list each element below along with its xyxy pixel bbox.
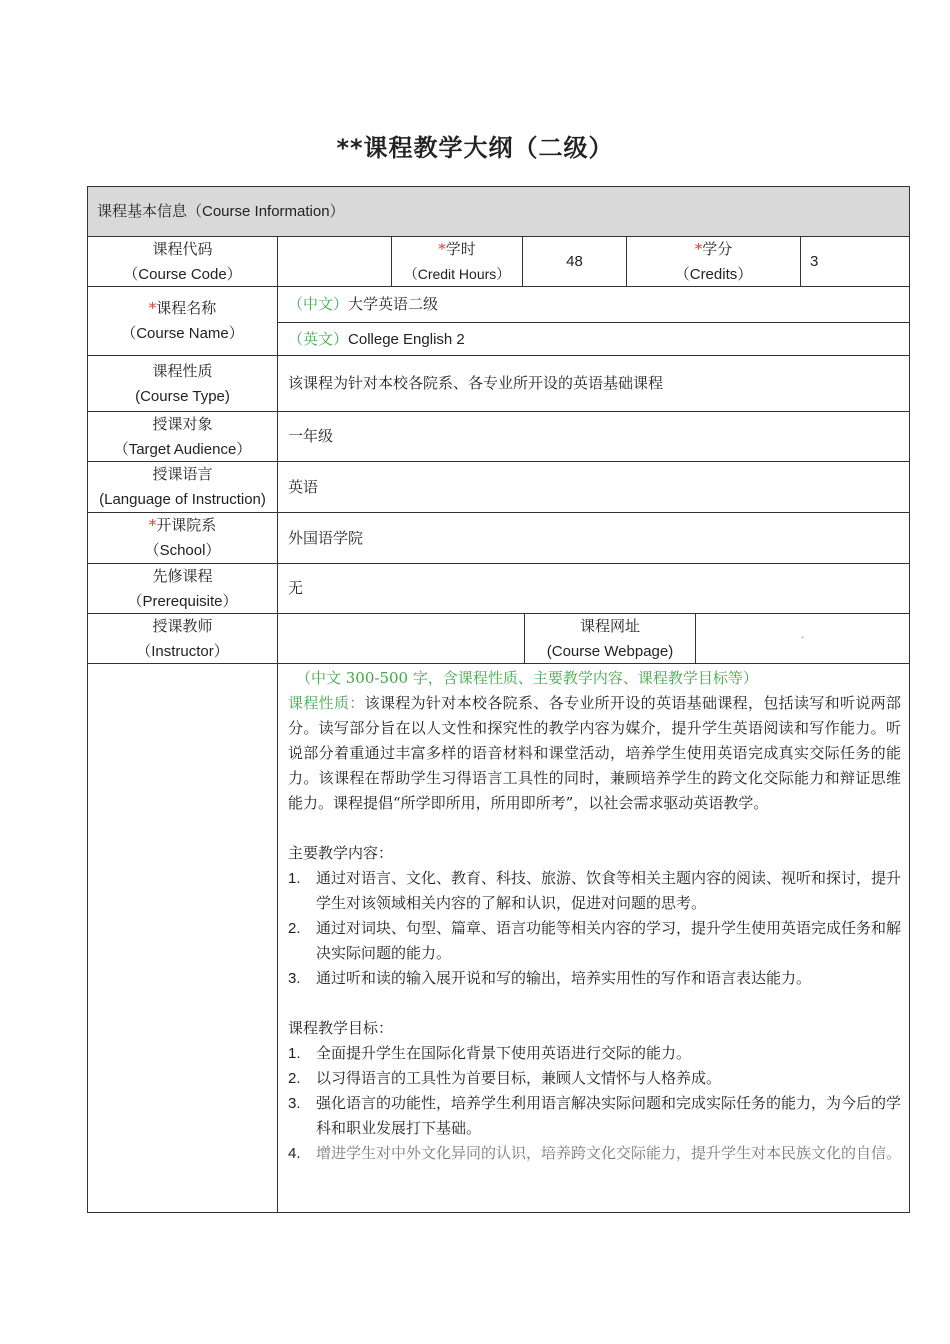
instructor-label: [87, 613, 278, 664]
webpage-value: [695, 613, 910, 664]
goals-title: 课程教学目标：: [288, 1019, 394, 1037]
instructor-label-en: （Instructor）: [136, 642, 229, 660]
language-label: [87, 461, 278, 513]
required-mark: *: [148, 516, 157, 534]
webpage-label: [524, 613, 696, 664]
course-name-en: [277, 322, 910, 356]
course-code-label-cn: 课程代码: [152, 239, 213, 258]
instructor-value: [277, 613, 525, 664]
list-item: 3. 强化语言的功能性，培养学生利用语言解决实际问题和完成实际任务的能力，为今后的学科和职业发展打下基础。: [288, 1094, 902, 1137]
credits-label: [626, 236, 801, 287]
webpage-value-text: ·: [800, 633, 805, 644]
course-code-label: [87, 236, 278, 287]
credit-hours-label-cn: 学时: [445, 239, 476, 258]
list-item: 1. 通过对语言、文化、教育、科技、旅游、饮食等相关主题内容的阅读、视听和探讨，提升学生对该领域相关内容的了解和认识，促进对问题的思考。: [288, 869, 902, 912]
prereq-label-cn: 先修课程: [152, 566, 213, 585]
prereq-label: [87, 563, 278, 614]
course-code-label-en: （Course Code）: [123, 265, 242, 283]
school-label: [87, 512, 278, 564]
list-item: 1. 全面提升学生在国际化背景下使用英语进行交际的能力。: [288, 1044, 692, 1062]
cn-tag: （中文）: [288, 295, 349, 313]
description-hint: （中文 300-500 字，含课程性质、主要教学内容、课程教学目标等）: [296, 669, 758, 687]
content-title: 主要教学内容：: [288, 844, 394, 862]
nature-label: 课程性质：: [288, 694, 365, 712]
course-type-label-en: (Course Type): [135, 387, 230, 405]
target-label: [87, 411, 278, 462]
course-name-cn: [277, 286, 910, 323]
school-value: 外国语学院: [277, 512, 910, 564]
instructor-label-cn: 授课教师: [152, 616, 213, 635]
credits-label-cn: 学分: [702, 239, 733, 258]
list-item: 2. 通过对词块、句型、篇章、语言功能等相关内容的学习，提升学生使用英语完成任务和解决实际问题的能力。: [288, 919, 902, 962]
course-name-cn-value: 大学英语二级: [348, 295, 439, 313]
description-label-cell: [87, 663, 278, 1213]
language-label-cn: 授课语言: [152, 465, 213, 483]
target-label-cn: 授课对象: [152, 414, 213, 433]
language-label-en: (Language of Instruction): [99, 491, 266, 508]
credit-hours-label-en: （Credit Hours）: [403, 265, 511, 282]
prereq-label-en: （Prerequisite）: [127, 592, 238, 610]
credit-hours-value: 48: [522, 236, 627, 287]
course-type-label: [87, 355, 278, 412]
course-name-label-en: （Course Name）: [121, 325, 244, 342]
list-item: 3. 通过听和读的输入展开说和写的输出，培养实用性的写作和语言表达能力。: [288, 969, 812, 987]
webpage-label-cn: 课程网址: [579, 616, 640, 635]
webpage-label-en: (Course Webpage): [546, 642, 674, 660]
credits-label-en: （Credits）: [674, 265, 753, 283]
credit-hours-label: [391, 236, 523, 287]
target-label-en: （Target Audience）: [113, 440, 252, 458]
required-mark: *: [438, 239, 446, 258]
school-label-en: （School）: [144, 542, 221, 559]
course-name-label: [87, 286, 278, 356]
en-tag: （英文）: [288, 329, 349, 348]
list-item: 2. 以习得语言的工具性为首要目标，兼顾人文情怀与人格养成。: [288, 1069, 722, 1087]
course-name-label-cn: 课程名称: [156, 299, 217, 317]
language-value: 英语: [277, 461, 910, 513]
course-name-en-value: College English 2: [348, 330, 465, 348]
nature-text: 该课程为针对本校各院系、各专业所开设的英语基础课程，包括读写和听说两部分。读写部分旨在以人文性和探究性的教学内容为媒介，提升学生英语阅读和写作能力。听说部分着重通过丰富多样的语音材料和课堂活动，培养学生使用英语完成真实交际任务的能力。该课程在帮助学生习得语言工具性的同时，兼顾培养学生的跨文化交际能力和辩证思维能力。课程提倡“所学即所用，所用即所考”，以社会需求驱动英语教学。: [288, 694, 901, 812]
description-cell: [277, 663, 910, 1213]
section-header: [87, 186, 910, 237]
school-label-cn: 开课院系: [156, 516, 217, 534]
course-type-value: 该课程为针对本校各院系、各专业所开设的英语基础课程: [277, 355, 910, 412]
course-code-value: [277, 236, 392, 287]
list-item: 4. 增进学生对中外文化异同的认识，培养跨文化交际能力，提升学生对本民族文化的自信。: [288, 1144, 902, 1162]
course-type-label-cn: 课程性质: [152, 361, 213, 380]
target-value: 一年级: [277, 411, 910, 462]
required-mark: *: [694, 239, 703, 258]
prereq-value: 无: [277, 563, 910, 614]
page-title: **课程教学大纲（二级）: [336, 134, 614, 162]
section-header-text: 课程基本信息（Course Information）: [97, 203, 345, 220]
credits-value: 3: [800, 236, 910, 287]
required-mark: *: [148, 299, 157, 317]
